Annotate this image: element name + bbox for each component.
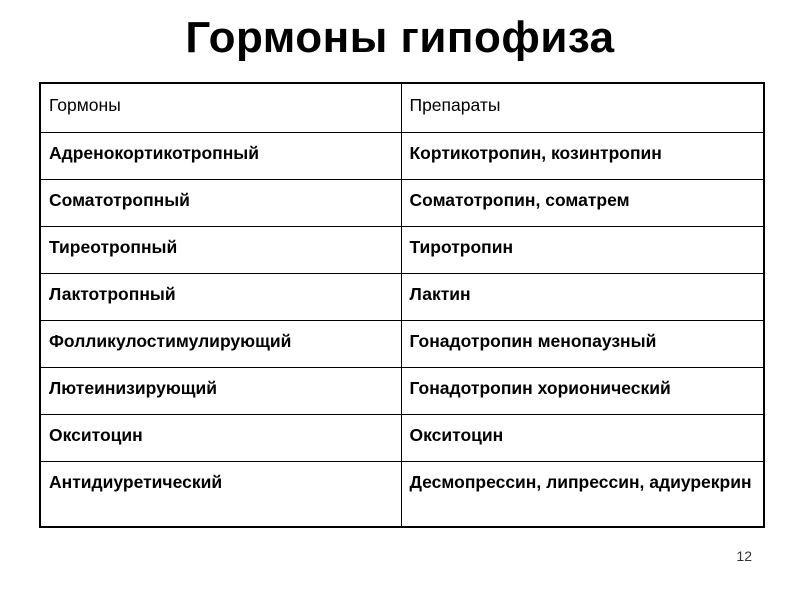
drug-cell: Кортикотропин, козинтропин — [401, 132, 764, 179]
table-row — [40, 226, 764, 273]
drug-cell: Лактин — [401, 273, 764, 320]
drug-cell: Гонадотропин менопаузный — [401, 320, 764, 367]
page-number: 12 — [736, 548, 752, 564]
table-row — [40, 179, 764, 226]
hormone-cell: Лактотропный — [40, 273, 401, 320]
hormone-cell: Адренокортикотропный — [40, 132, 401, 179]
hormone-cell: Тиреотропный — [40, 226, 401, 273]
hormones-table — [39, 82, 765, 528]
drug-cell: Окситоцин — [401, 414, 764, 461]
table-row — [40, 367, 764, 414]
hormone-cell: Соматотропный — [40, 179, 401, 226]
table-row — [40, 320, 764, 367]
page-title: Гормоны гипофиза — [185, 13, 615, 62]
hormone-cell: Лютеинизирующий — [40, 367, 401, 414]
hormone-cell: Окситоцин — [40, 414, 401, 461]
table-header-row — [40, 83, 764, 132]
drug-cell: Соматотропин, соматрем — [401, 179, 764, 226]
hormone-cell: Антидиуретический — [40, 461, 401, 527]
drug-cell: Гонадотропин хорионический — [401, 367, 764, 414]
hormone-cell: Фолликулостимулирующий — [40, 320, 401, 367]
table-row — [40, 414, 764, 461]
column-header-hormones: Гормоны — [40, 83, 401, 132]
drug-cell: Десмопрессин, липрессин, адиурекрин — [401, 461, 764, 527]
column-header-drugs: Препараты — [401, 83, 764, 132]
table-row — [40, 132, 764, 179]
table-row — [40, 461, 764, 527]
table-row — [40, 273, 764, 320]
hormones-table-container — [39, 82, 765, 528]
drug-cell: Тиротропин — [401, 226, 764, 273]
